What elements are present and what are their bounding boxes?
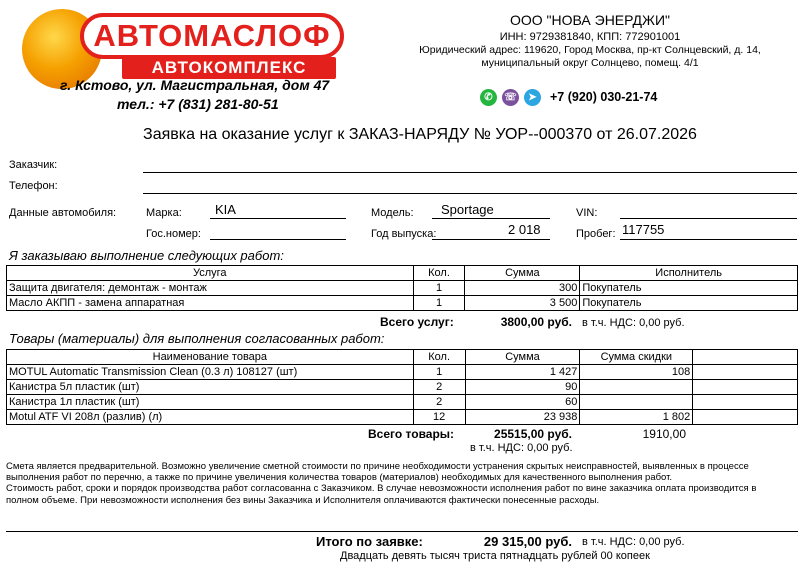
goods-sum: 90 [465,380,580,395]
table-row [7,296,798,311]
service-sum: 300 [465,281,580,296]
year-value: 2 018 [508,222,541,237]
vehicle-label: Данные автомобиля: [9,207,117,219]
org-name: ООО "НОВА ЭНЕРДЖИ" [510,12,670,28]
mileage-label: Пробег: [576,228,616,240]
empty-cell [693,395,798,410]
services-header-row [7,266,798,281]
logo-sub-text: АВТОКОМПЛЕКС [122,57,336,79]
goods-name: Канистра 1л пластик (шт) [7,395,414,410]
make-value: KIA [215,202,236,217]
contact-phone: +7 (920) 030-21-74 [550,90,658,104]
document-title: Заявка на оказание услуг к ЗАКАЗ-НАРЯДУ № УОР--000370 от 26.07.2026 [143,126,697,143]
services-vat: в т.ч. НДС: 0,00 руб. [582,317,685,329]
goods-sum: 1 427 [465,365,580,380]
empty-cell [693,380,798,395]
make-label: Марка: [146,207,182,219]
empty-cell [693,410,798,425]
column-header: Исполнитель [580,266,798,281]
phone-label: Телефон: [9,180,58,192]
goods-qty: 12 [413,410,465,425]
viber-icon[interactable]: ☏ [502,89,519,106]
whatsapp-icon[interactable]: ✆ [480,89,497,106]
shop-address: г. Кстово, ул. Магистральная, дом 47 [60,77,330,93]
table-row [7,395,798,410]
grand-total-value: 29 315,00 руб. [483,534,572,549]
goods-header-row [7,350,798,365]
org-inn: ИНН: 9729381840, КПП: 772901001 [499,31,681,43]
goods-discount: 1 802 [580,410,693,425]
goods-name: Motul ATF VI 208л (разлив) (л) [7,410,414,425]
goods-sum: 60 [465,395,580,410]
mileage-value: 117755 [622,222,665,237]
service-qty: 1 [413,296,465,311]
goods-name: MOTUL Automatic Transmission Clean (0.3 л) 108127 (шт) [7,365,414,380]
vin-field[interactable] [620,204,797,219]
services-section-title: Я заказываю выполнение следующих работ: [9,248,284,263]
goods-discount-total: 1910,00 [642,427,686,441]
grand-total-in-words: Двадцать девять тысяч триста пятнадцать рублей 00 копеек [340,550,650,562]
goods-vat: в т.ч. НДС: 0,00 руб. [470,442,573,454]
customer-field[interactable] [143,158,797,173]
goods-discount: 108 [580,365,693,380]
services-table [6,265,798,311]
goods-qty: 1 [413,365,465,380]
empty-cell [693,365,798,380]
shop-phone: тел.: +7 (831) 281-80-51 [117,96,279,112]
goods-qty: 2 [413,380,465,395]
service-executor: Покупатель [580,281,798,296]
divider [6,531,798,532]
column-header: Услуга [7,266,414,281]
grand-total-label: Итого по заявке: [316,534,423,549]
service-sum: 3 500 [465,296,580,311]
column-header: Сумма [465,350,580,365]
estimate-note: Смета является предварительной. Возможно увеличение сметной стоимости по причине необходимости устранения скрытых неисправностей, выявленных в процессе выполнения работ по перечню, а также по причине увеличения количества товаров (материалов) необходимых для качественного выполнения работ. Стоимость работ, сроки и порядок производства работ согласованна с Заказчиком. В случае невозможности исполнения работ по вине заказчика оплата производится в полном объеме. При невозможности исполнения без вины Заказчика и Исполнителя оплачиваются фактически понесенные расходы. [6,461,757,506]
column-header: Сумма скидки [580,350,693,365]
plate-label: Гос.номер: [146,228,201,240]
goods-discount [580,380,693,395]
goods-table [6,349,798,425]
column-header: Кол. [413,266,465,281]
column-header: Наименование товара [7,350,414,365]
services-total-label: Всего услуг: [380,315,454,329]
column-header: Сумма [465,266,580,281]
phone-field[interactable] [143,179,797,194]
telegram-icon[interactable]: ➤ [524,89,541,106]
goods-discount [580,395,693,410]
goods-section-title: Товары (материалы) для выполнения согласованных работ: [9,331,385,346]
model-value: Sportage [441,202,494,217]
goods-name: Канистра 5л пластик (шт) [7,380,414,395]
goods-sum: 23 938 [465,410,580,425]
table-row [7,410,798,425]
vin-label: VIN: [576,207,598,219]
logo-main-text: АВТОМАСЛОФ [80,13,344,59]
service-qty: 1 [413,281,465,296]
customer-label: Заказчик: [9,159,58,171]
column-header: Кол. [413,350,465,365]
empty-header [693,350,798,365]
grand-total-vat: в т.ч. НДС: 0,00 руб. [582,536,685,548]
table-row [7,281,798,296]
goods-qty: 2 [413,395,465,410]
service-executor: Покупатель [580,296,798,311]
table-row [7,365,798,380]
plate-field[interactable] [210,225,346,240]
service-name: Масло АКПП - замена аппаратная [7,296,414,311]
table-row [7,380,798,395]
services-total-value: 3800,00 руб. [500,315,572,329]
model-label: Модель: [371,207,414,219]
goods-total-label: Всего товары: [368,427,455,441]
messenger-contacts [480,88,657,106]
service-name: Защита двигателя: демонтаж - монтаж [7,281,414,296]
year-label: Год выпуска: [371,228,437,240]
org-legal-address: Юридический адрес: 119620, Город Москва, пр-кт Солнцевский, д. 14, муниципальный округ Солнцево, помещ. 4/1 [419,44,761,69]
goods-total-value: 25515,00 руб. [494,427,572,441]
